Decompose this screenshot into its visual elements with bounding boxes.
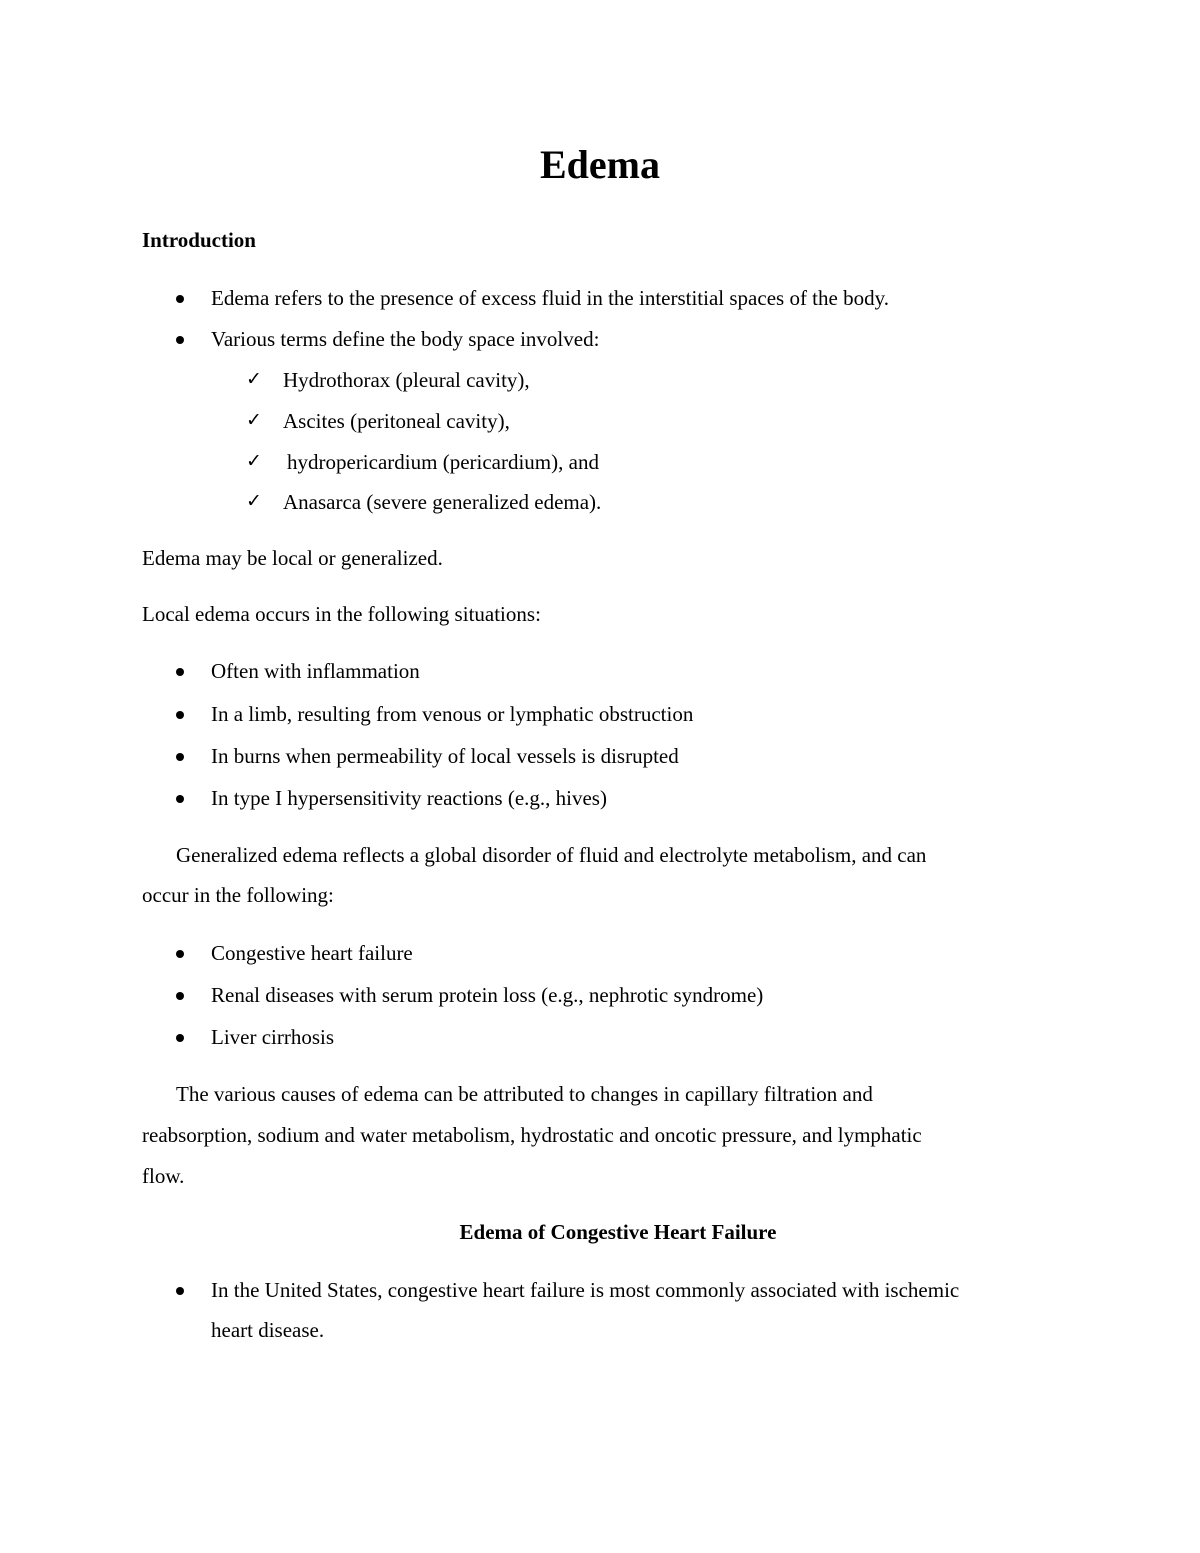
list-item-text: In the United States, congestive heart failure is most commonly associated with ischemic	[211, 1278, 960, 1302]
list-item-text: Ascites (peritoneal cavity),	[283, 409, 510, 433]
paragraph-line: occur in the following:	[142, 883, 334, 907]
list-item-text: In type I hypersensitivity reactions (e.g., hives)	[211, 786, 607, 810]
bullet-icon	[176, 992, 184, 1000]
list-item-text: Various terms define the body space involved:	[211, 327, 600, 351]
list-item-text: In burns when permeability of local vessels is disrupted	[211, 744, 679, 768]
bullet-icon	[176, 950, 184, 958]
list-item-text: Often with inflammation	[211, 659, 420, 683]
bullet-icon	[176, 295, 184, 303]
chf-heading: Edema of Congestive Heart Failure	[459, 1220, 777, 1244]
bullet-icon	[176, 711, 184, 719]
list-item-text: Renal diseases with serum protein loss (e.g., nephrotic syndrome)	[211, 983, 764, 1007]
checkmark-icon: ✓	[246, 409, 262, 431]
paragraph-line: Generalized edema reflects a global disorder of fluid and electrolyte metabolism, and can	[176, 843, 927, 867]
paragraph-line: The various causes of edema can be attributed to changes in capillary filtration and	[176, 1082, 873, 1106]
page-title: Edema	[540, 142, 660, 187]
list-item-text: heart disease.	[211, 1318, 325, 1342]
checkmark-icon: ✓	[246, 450, 262, 472]
bullet-icon	[176, 668, 184, 676]
bullet-icon	[176, 1287, 184, 1295]
paragraph: Local edema occurs in the following situations:	[142, 602, 541, 626]
list-item-text: Anasarca (severe generalized edema).	[283, 490, 602, 514]
list-item-text: Congestive heart failure	[211, 941, 413, 965]
bullet-icon	[176, 1034, 184, 1042]
paragraph-line: reabsorption, sodium and water metabolism, hydrostatic and oncotic pressure, and lymphatic	[142, 1123, 922, 1147]
bullet-icon	[176, 795, 184, 803]
checkmark-icon: ✓	[246, 368, 262, 390]
list-item-text: Hydrothorax (pleural cavity),	[283, 368, 530, 392]
checkmark-icon: ✓	[246, 490, 262, 512]
paragraph: Edema may be local or generalized.	[142, 546, 443, 570]
list-item-text: In a limb, resulting from venous or lymphatic obstruction	[211, 702, 694, 726]
bullet-icon	[176, 336, 184, 344]
paragraph-line: flow.	[142, 1164, 185, 1188]
list-item-text: Liver cirrhosis	[211, 1025, 335, 1049]
introduction-heading: Introduction	[142, 228, 256, 252]
bullet-icon	[176, 753, 184, 761]
list-item-text: hydropericardium (pericardium), and	[287, 450, 599, 474]
list-item-text: Edema refers to the presence of excess fluid in the interstitial spaces of the body.	[211, 286, 889, 310]
